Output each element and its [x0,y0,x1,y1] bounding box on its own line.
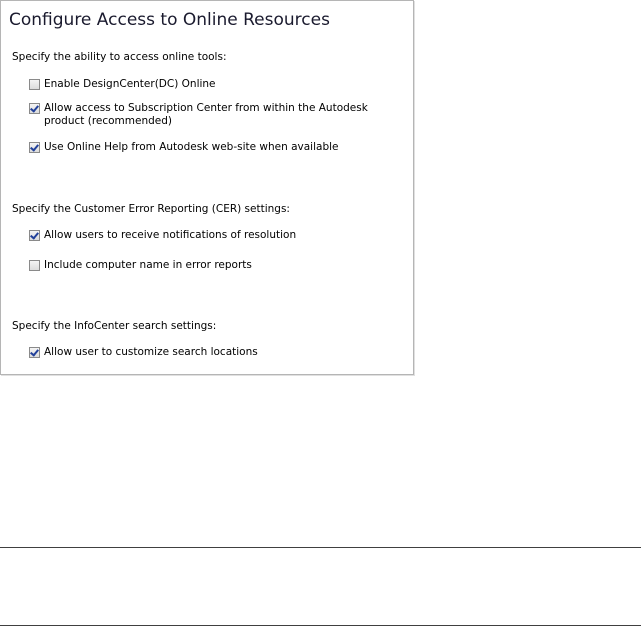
online-help-checkbox[interactable] [29,142,40,153]
divider-top [0,547,641,548]
subscription-center-option[interactable] [29,102,399,128]
enable-dc-online-option[interactable] [29,78,399,91]
panel-title: Configure Access to Online Resources [9,10,330,30]
enable-dc-online-label[interactable]: Enable DesignCenter(DC) Online [44,78,216,90]
receive-notifications-checkbox[interactable] [29,230,40,241]
cer-heading: Specify the Customer Error Reporting (CER) settings: [12,203,290,215]
online-help-option[interactable] [29,141,399,154]
include-computer-name-option[interactable] [29,259,399,272]
include-computer-name-label[interactable]: Include computer name in error reports [44,259,252,271]
online-tools-heading: Specify the ability to access online tools: [12,51,227,63]
customize-search-label[interactable]: Allow user to customize search locations [44,346,258,358]
subscription-center-checkbox[interactable] [29,103,40,114]
receive-notifications-option[interactable] [29,229,399,242]
configure-access-panel [0,0,414,375]
infocenter-heading: Specify the InfoCenter search settings: [12,320,217,332]
online-help-label[interactable]: Use Online Help from Autodesk web-site when available [44,141,339,153]
subscription-center-label[interactable]: Allow access to Subscription Center from within the Autodesk product (recommended) [44,102,368,127]
include-computer-name-checkbox[interactable] [29,260,40,271]
enable-dc-online-checkbox[interactable] [29,79,40,90]
customize-search-checkbox[interactable] [29,347,40,358]
customize-search-option[interactable] [29,346,399,359]
receive-notifications-label[interactable]: Allow users to receive notifications of resolution [44,229,297,241]
